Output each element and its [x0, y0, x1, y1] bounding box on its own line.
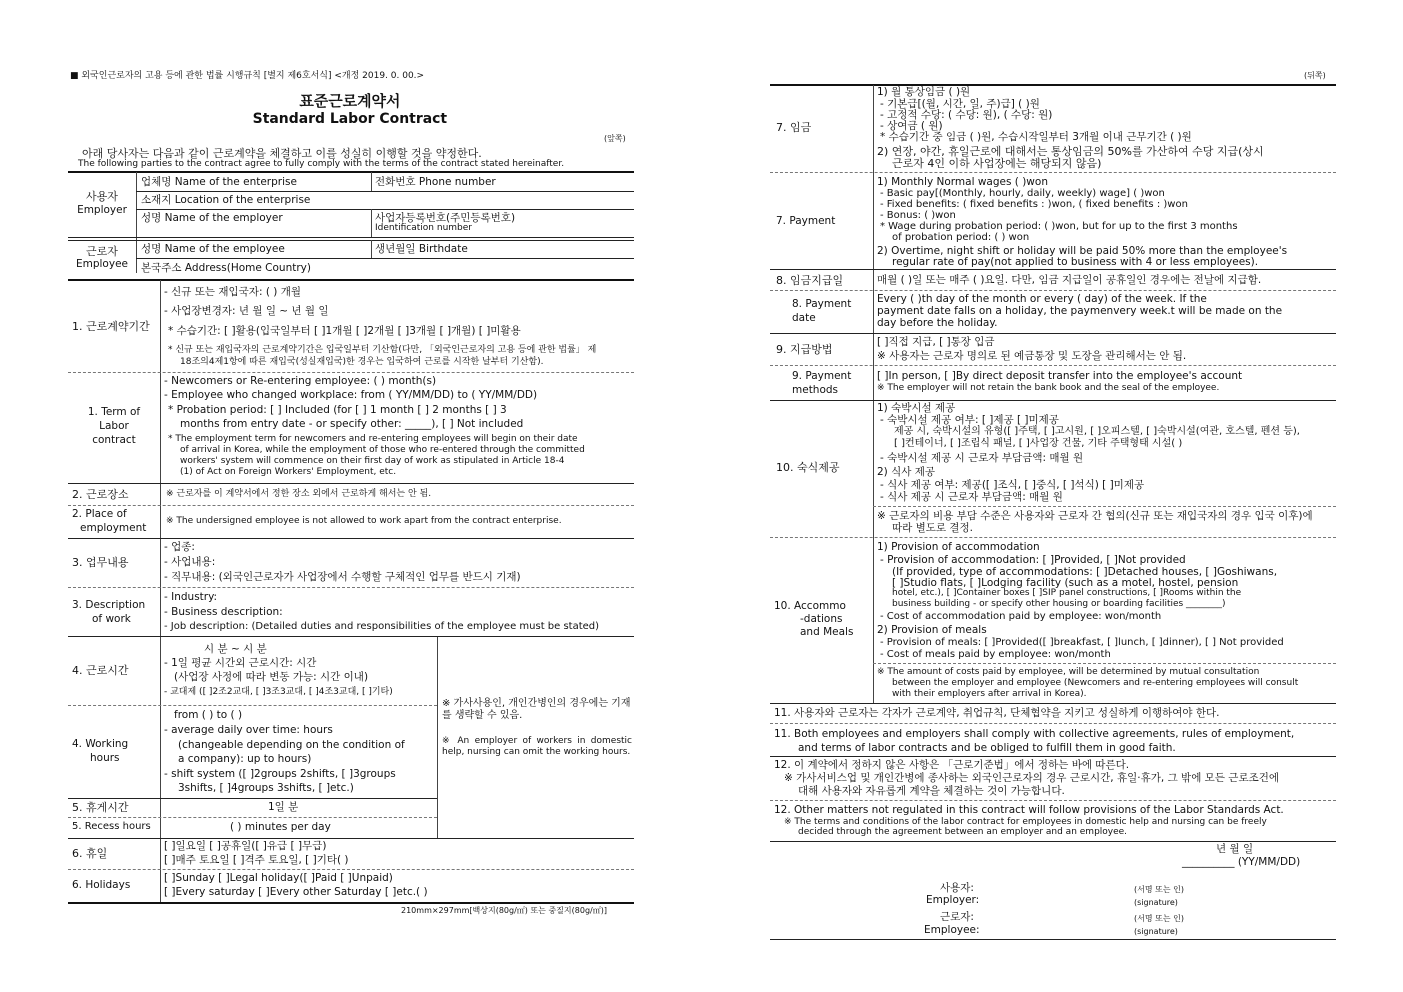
s4-en-line: a company): up to hours): [178, 753, 312, 765]
s4-label-en: hours: [90, 752, 120, 764]
intro-en: The following parties to the contract agree to fully comply with the terms of the contract stated hereinafter.: [78, 159, 565, 169]
s4-label-ko: 4. 근로시간: [72, 664, 129, 677]
s1-ko-line: 18조의4제1항에 따른 재입국(성실재입국)한 경우는 입국하여 근로를 시작한 날부터 기산함).: [180, 357, 544, 367]
s10-en-line: hotel, etc.), [ ]Container boxes [ ]SIP panel constructions, [ ]Rooms within the: [892, 588, 1242, 598]
s10-ko-line: 2) 식사 제공: [877, 466, 936, 478]
dashed-rule: [68, 372, 634, 373]
divider: [160, 484, 161, 538]
s1-en-line: (1) of Act on Foreign Workers' Employment, etc.: [180, 467, 397, 477]
s1-ko-line: * 수습기간: [ ]활용(입국일부터 [ ]1개월 [ ]2개월 [ ]3개월 [ ]개월) [ ]미활용: [168, 325, 521, 337]
rule: [136, 191, 634, 192]
address-field[interactable]: 본국주소 Address(Home Country): [141, 262, 311, 274]
dashed-rule: [770, 723, 1336, 724]
rule: [68, 798, 437, 799]
s6-label-ko: 6. 휴일: [72, 847, 108, 860]
s6-label-en: 6. Holidays: [72, 879, 131, 891]
s1-label-en: Labor: [99, 420, 129, 432]
s1-en-line: - Newcomers or Re-entering employee: ( ) month(s): [164, 375, 437, 387]
rule: [68, 483, 634, 484]
s7-en-line: - Basic pay[(Monthly, hourly, daily, weekly) wage] ( )won: [880, 188, 1165, 199]
rule: [770, 269, 1336, 270]
s10-en-line: - Cost of meals paid by employee: won/month: [880, 649, 1111, 660]
s9-en-line: ※ The employer will not retain the bank book and the seal of the employee.: [877, 383, 1220, 393]
rule: [68, 171, 634, 173]
s10-en-line: business building - or specify other housing or boarding facilities ________): [892, 599, 1226, 609]
s8-en-line: day before the holiday.: [877, 317, 998, 329]
employee-sign-en: Employee:: [924, 924, 980, 936]
rule: [770, 84, 1336, 86]
intro-ko: 아래 당사자는 다음과 같이 근로계약을 체결하고 이를 성실히 이행할 것을 약정한다.: [82, 147, 482, 160]
s3-en-line: - Business description:: [164, 606, 283, 618]
s10-ko-line: - 식사 제공 시 근로자 부담금액: 매월 원: [880, 491, 1063, 503]
s10-ko-line: 따라 별도로 결정.: [892, 522, 974, 534]
s7-en-line: of probation period: ( ) won: [892, 232, 1030, 243]
rule: [136, 258, 634, 259]
s5-label-en: 5. Recess hours: [72, 821, 151, 832]
s7-en-line: - Bonus: ( )won: [880, 210, 956, 221]
s5-text-en: ( ) minutes per day: [230, 821, 331, 833]
s8-label-ko: 8. 임금지급일: [776, 274, 844, 287]
s3-ko-line: - 업종:: [164, 541, 195, 553]
divider: [873, 85, 874, 269]
dashed-rule: [68, 505, 634, 506]
s9-ko-line: ※ 사용자는 근로자 명의로 된 예금통장 및 도장을 관리해서는 안 됨.: [877, 350, 1187, 362]
employee-name-field[interactable]: 성명 Name of the employee: [141, 243, 285, 255]
rule: [68, 237, 634, 238]
dashed-rule: [873, 663, 1336, 664]
date-ko: 년 월 일: [1216, 843, 1254, 855]
s10-ko-line: 1) 숙박시설 제공: [877, 402, 956, 414]
rule: [770, 841, 1336, 842]
title-ko: 표준근로계약서: [299, 92, 401, 110]
s10-ko-line: - 숙박시설 제공 시 근로자 부담금액: 매월 원: [880, 452, 1084, 464]
s9-label-en: 9. Payment: [792, 370, 852, 382]
s6-ko-line: [ ]일요일 [ ]공휴일([ ]유급 [ ]무급): [164, 840, 327, 852]
s1-label-en: contract: [92, 434, 136, 446]
s10-label-en: and Meals: [800, 626, 854, 638]
s1-label-en: 1. Term of: [87, 406, 141, 418]
rule: [770, 939, 1336, 940]
s4-en-line: - average daily over time: hours: [164, 724, 333, 736]
dashed-rule: [770, 290, 1336, 291]
s10-label-en: 10. Accommo: [774, 600, 846, 612]
s12-en-line: ※ The terms and conditions of the labor contract for employees in domestic help and nursing can be freely: [784, 817, 1267, 827]
enterprise-name-field[interactable]: 업체명 Name of the enterprise: [141, 176, 297, 188]
rule: [136, 209, 634, 210]
s12-ko-line: ※ 가사서비스업 및 개인간병에 종사하는 외국인근로자의 경우 근로시간, 휴일·휴가, 그 밖에 모든 근로조건에: [784, 772, 1280, 784]
title-en: Standard Labor Contract: [252, 111, 448, 127]
dashed-rule: [68, 587, 634, 588]
s8-en-line: payment date falls on a holiday, the paymenvery week.t will be made on the: [877, 305, 1283, 317]
s4-ko-line: (사업장 사정에 따라 변동 가능: 시간 이내): [174, 671, 369, 683]
employee-sign-field-ko[interactable]: (서명 또는 인): [1134, 914, 1184, 923]
s1-en-line: - Employee who changed workplace: from ( YY/MM/DD) to ( YY/MM/DD): [164, 389, 538, 401]
s2-text-en: ※ The undersigned employee is not allowed to work apart from the contract enterprise.: [166, 516, 562, 526]
employee-sign-ko: 근로자:: [940, 911, 974, 923]
s10-en-line: [ ]Studio flats, [ ]Lodging facility (such as a motel, hostel, pension: [892, 577, 1239, 589]
rule: [68, 838, 634, 839]
s7-ko-line: - 상여금 ( 원): [880, 120, 943, 132]
s7-label-ko: 7. 임금: [776, 121, 812, 134]
s2-label-ko: 2. 근로장소: [72, 488, 129, 501]
s10-en-line: - Cost of accommodation paid by employee: won/month: [880, 611, 1162, 622]
s7-en-line: - Fixed benefits: ( fixed benefits : )won, ( fixed benefits : )won: [880, 199, 1188, 210]
s10-en-line: with their employers after arrival in Korea).: [892, 689, 1087, 699]
s2-text-ko: ※ 근로자를 이 계약서에서 정한 장소 외에서 근로하게 해서는 안 됨.: [166, 489, 432, 499]
s8-label-en: date: [792, 312, 816, 324]
s7-ko-line: 근로자 4인 이하 사업장에는 해당되지 않음): [892, 157, 1102, 170]
divider: [371, 209, 372, 237]
s1-en-line: workers' system will commence on their first day of work as stipulated in Article 18-4: [180, 456, 565, 466]
employer-label-en: Employer: [77, 204, 127, 216]
employer-sign-field-ko[interactable]: (서명 또는 인): [1134, 885, 1184, 894]
s12-ko-line: 12. 이 계약에서 정하지 않은 사항은 「근로기준법」에서 정하는 바에 따른다.: [774, 759, 1130, 771]
s4-ko-line: - 1일 평균 시간외 근로시간: 시간: [164, 657, 317, 669]
s9-en-line: [ ]In person, [ ]By direct deposit transfer into the employee's account: [877, 370, 1243, 382]
s6-ko-line: [ ]매주 토요일 [ ]격주 토요일, [ ]기타( ): [164, 854, 349, 866]
s3-label-en: of work: [92, 613, 131, 625]
s1-en-line: months from entry date - or specify other: _____), [ ] Not included: [180, 418, 524, 430]
s6-en-line: [ ]Every saturday [ ]Every other Saturday [ ]etc.( ): [164, 886, 428, 898]
divider: [371, 240, 372, 258]
s1-en-line: * Probation period: [ ] Included (for [ ] 1 month [ ] 2 months [ ] 3: [168, 404, 507, 416]
s3-en-line: - Industry:: [164, 591, 218, 603]
employee-label-en: Employee: [75, 258, 128, 270]
s4-en-line: 3shifts, [ ]4groups 3shifts, [ ]etc.): [178, 782, 354, 794]
s3-label-en: 3. Description: [72, 599, 146, 611]
dashed-rule: [770, 537, 1336, 538]
s7-label-en: 7. Payment: [776, 215, 836, 227]
s4-ko-line: 시 분 ~ 시 분: [204, 643, 267, 655]
s12-ko-line: 대해 사용자와 자유롭게 계약을 체결하는 것이 가능합니다.: [798, 785, 1065, 797]
s2-label-en: 2. Place of: [72, 508, 127, 520]
s8-label-en: 8. Payment: [792, 298, 852, 310]
rule: [770, 333, 1336, 334]
s10-en-line: between the employer and employee (Newcomers and re-entering employees will consult: [892, 678, 1299, 688]
paper-spec: 210mm×297mm[백상지(80g/㎡) 또는 중질지(80g/㎡)]: [401, 906, 607, 915]
s7-ko-line: - 고정적 수당: ( 수당: 원), ( 수당: 원): [880, 109, 1053, 121]
s4-en-line: - shift system ([ ]2groups 2shifts, [ ]3groups: [164, 768, 396, 780]
divider: [873, 401, 874, 703]
rule: [68, 240, 634, 241]
employee-sign-field-en[interactable]: (signature): [1134, 927, 1178, 936]
s7-en-line: 1) Monthly Normal wages ( )won: [877, 176, 1048, 188]
s10-label-en: -dations: [800, 613, 843, 625]
s3-ko-line: - 사업내용:: [164, 556, 216, 568]
s10-ko-line: [ ]컨테이너, [ ]조립식 패널, [ ]사업장 건물, 기타 주택형태 시설( ): [894, 438, 1183, 449]
s5-label-ko: 5. 휴게시간: [72, 801, 129, 814]
s7-ko-line: 2) 연장, 야간, 휴일근로에 대해서는 통상임금의 50%를 가산하여 수당 지급(상시: [877, 145, 1264, 158]
s1-label-ko: 1. 근로계약기간: [72, 320, 150, 333]
s9-label-en: methods: [792, 384, 839, 396]
dashed-rule: [770, 800, 1336, 801]
divider: [873, 270, 874, 333]
s10-en-line: ※ The amount of costs paid by employee, will be determined by mutual consultation: [877, 667, 1260, 677]
s12-en-line: 12. Other matters not regulated in this contract will follow provisions of the Labor Standards Act.: [774, 804, 1284, 816]
s11-text-ko: 11. 사용자와 근로자는 각자가 근로계약, 취업규칙, 단체협약을 지키고 성실하게 이행하여야 한다.: [774, 707, 1220, 719]
dashed-rule: [68, 869, 634, 870]
divider: [160, 839, 161, 903]
s4-note-ko: ※ 가사사용인, 개인간병인의 경우에는 기재를 생략할 수 있음.: [442, 698, 631, 722]
s4-ko-line: - 교대제 ([ ]2조2교대, [ ]3조3교대, [ ]4조3교대, [ ]기타): [164, 687, 393, 697]
s9-label-ko: 9. 지급방법: [776, 343, 833, 356]
s10-ko-line: ※ 근로자의 비용 부담 수준은 사용자와 근로자 간 협의(신규 또는 재입국자의 경우 입국 이후)에: [877, 510, 1313, 522]
divider: [160, 280, 161, 484]
s4-label-en: 4. Working: [72, 738, 129, 750]
s7-en-line: 2) Overtime, night shift or holiday will be paid 50% more than the employee's: [877, 245, 1288, 257]
dashed-rule: [68, 817, 437, 818]
business-reg-field[interactable]: 사업자등록번호(주민등록번호): [375, 212, 516, 224]
rule: [770, 756, 1336, 757]
s7-en-line: regular rate of pay(not applied to business with 4 or less employees).: [892, 256, 1259, 268]
rule: [68, 902, 634, 904]
dashed-rule: [68, 705, 437, 706]
s1-ko-line: - 사업장변경자: 년 월 일 ~ 년 월 일: [164, 305, 329, 317]
rule-reference: ■ 외국인근로자의 고용 등에 관한 법률 시행규칙 [별지 제6호서식] <개정 2019. 0. 00.>: [70, 71, 425, 81]
s7-en-line: * Wage during probation period: ( )won, but for up to the first 3 months: [880, 221, 1238, 232]
rule: [770, 703, 1336, 704]
s10-ko-line: - 숙박시설 제공 여부: [ ]제공 [ ]미제공: [880, 414, 1059, 426]
employee-label-ko: 근로자: [86, 245, 118, 258]
s10-ko-line: 제공 시, 숙박시설의 유형([ ]주택, [ ]고시원, [ ]오피스텔, [ ]숙박시설(여관, 호스텔, 펜션 등),: [894, 426, 1300, 437]
divider: [873, 334, 874, 400]
business-reg-en: Identification number: [375, 223, 472, 233]
s8-text-ko: 매월 ( )일 또는 매주 ( )요일. 다만, 임금 지급일이 공휴일인 경우에는 전날에 지급함.: [877, 274, 1262, 286]
s4-en-line: from ( ) to ( ): [174, 709, 243, 721]
s2-label-en: employment: [80, 522, 147, 534]
s5-text-ko: 1일 분: [268, 801, 299, 813]
s7-ko-line: 1) 월 통상임금 ( )원: [877, 86, 971, 98]
front-mark: (앞쪽): [604, 134, 626, 143]
s9-ko-line: [ ]직접 지급, [ ]통장 입금: [877, 336, 995, 348]
s7-ko-line: - 기본급[(월, 시간, 일, 주)급] ( )원: [880, 98, 1040, 110]
divider: [371, 172, 372, 191]
employer-sign-ko: 사용자:: [940, 882, 974, 894]
employer-sign-field-en[interactable]: (signature): [1134, 898, 1178, 907]
location-field[interactable]: 소재지 Location of the enterprise: [141, 194, 311, 206]
s1-en-line: * The employment term for newcomers and re-entering employees will begin on their date: [168, 434, 578, 444]
rule: [68, 538, 634, 539]
divider: [160, 637, 161, 838]
s3-en-line: - Job description: (Detailed duties and responsibilities of the employee must be stated): [164, 621, 600, 632]
s3-label-ko: 3. 업무내용: [72, 556, 129, 569]
birthdate-field[interactable]: 생년월일 Birthdate: [375, 243, 468, 255]
s4-en-line: (changeable depending on the condition of: [178, 739, 405, 751]
s1-ko-line: * 신규 또는 재입국자의 근로계약기간은 입국일부터 기산함(다만, 「외국인근로자의 고용 등에 관한 법률」 제: [168, 345, 597, 355]
divider: [437, 637, 438, 838]
s10-label-ko: 10. 숙식제공: [776, 461, 840, 474]
employer-sign-en: Employer:: [926, 894, 980, 906]
s12-en-line: decided through the agreement between an employer and an employee.: [798, 827, 1128, 837]
dashed-rule: [873, 506, 1336, 507]
s10-en-line: (If provided, type of accommodations: [ ]Detached houses, [ ]Goshiwans,: [892, 566, 1278, 578]
s11-en-line: 11. Both employees and employers shall comply with collective agreements, rules of employment,: [774, 728, 1295, 740]
s10-en-line: 2) Provision of meals: [877, 624, 987, 636]
back-mark: (뒤쪽): [1304, 71, 1326, 80]
s1-ko-line: - 신규 또는 재입국자: ( ) 개월: [164, 286, 301, 298]
s10-ko-line: - 식사 제공 여부: 제공([ ]조식, [ ]중식, [ ]석식) [ ]미제공: [880, 479, 1145, 491]
rule: [770, 400, 1336, 401]
s10-en-line: - Provision of accommodation: [ ]Provided, [ ]Not provided: [880, 554, 1186, 566]
s11-en-line: and terms of labor contracts and be obliged to fulfill them in good faith.: [798, 742, 1176, 754]
s8-en-line: Every ( )th day of the month or every ( day) of the week. If the: [877, 293, 1207, 305]
employer-name-field[interactable]: 성명 Name of the employer: [141, 212, 283, 224]
phone-field[interactable]: 전화번호 Phone number: [375, 176, 496, 188]
date-en[interactable]: __________ (YY/MM/DD): [1182, 856, 1301, 868]
s3-ko-line: - 직무내용: (외국인근로자가 사업장에서 수행할 구체적인 업무를 반드시 기재): [164, 571, 521, 583]
s6-en-line: [ ]Sunday [ ]Legal holiday([ ]Paid [ ]Unpaid): [164, 872, 393, 884]
dashed-rule: [770, 365, 1336, 366]
s7-ko-line: * 수습기간 중 임금 ( )원, 수습시작일부터 3개월 이내 근무기간 ( )원: [880, 131, 1192, 143]
rule: [68, 279, 634, 281]
s10-en-line: - Provision of meals: [ ]Provided([ ]breakfast, [ ]lunch, [ ]dinner), [ ] Not provided: [880, 637, 1284, 648]
s10-en-line: 1) Provision of accommodation: [877, 541, 1040, 553]
dashed-rule: [770, 172, 1336, 173]
s4-note-en: ※ An employer of workers in domestic help, nursing can omit the working hours.: [442, 736, 632, 757]
employer-label-ko: 사용자: [86, 190, 118, 203]
rule: [68, 636, 634, 637]
s1-en-line: of arrival in Korea, while the employment of those who re-entered through the committed: [180, 445, 585, 455]
